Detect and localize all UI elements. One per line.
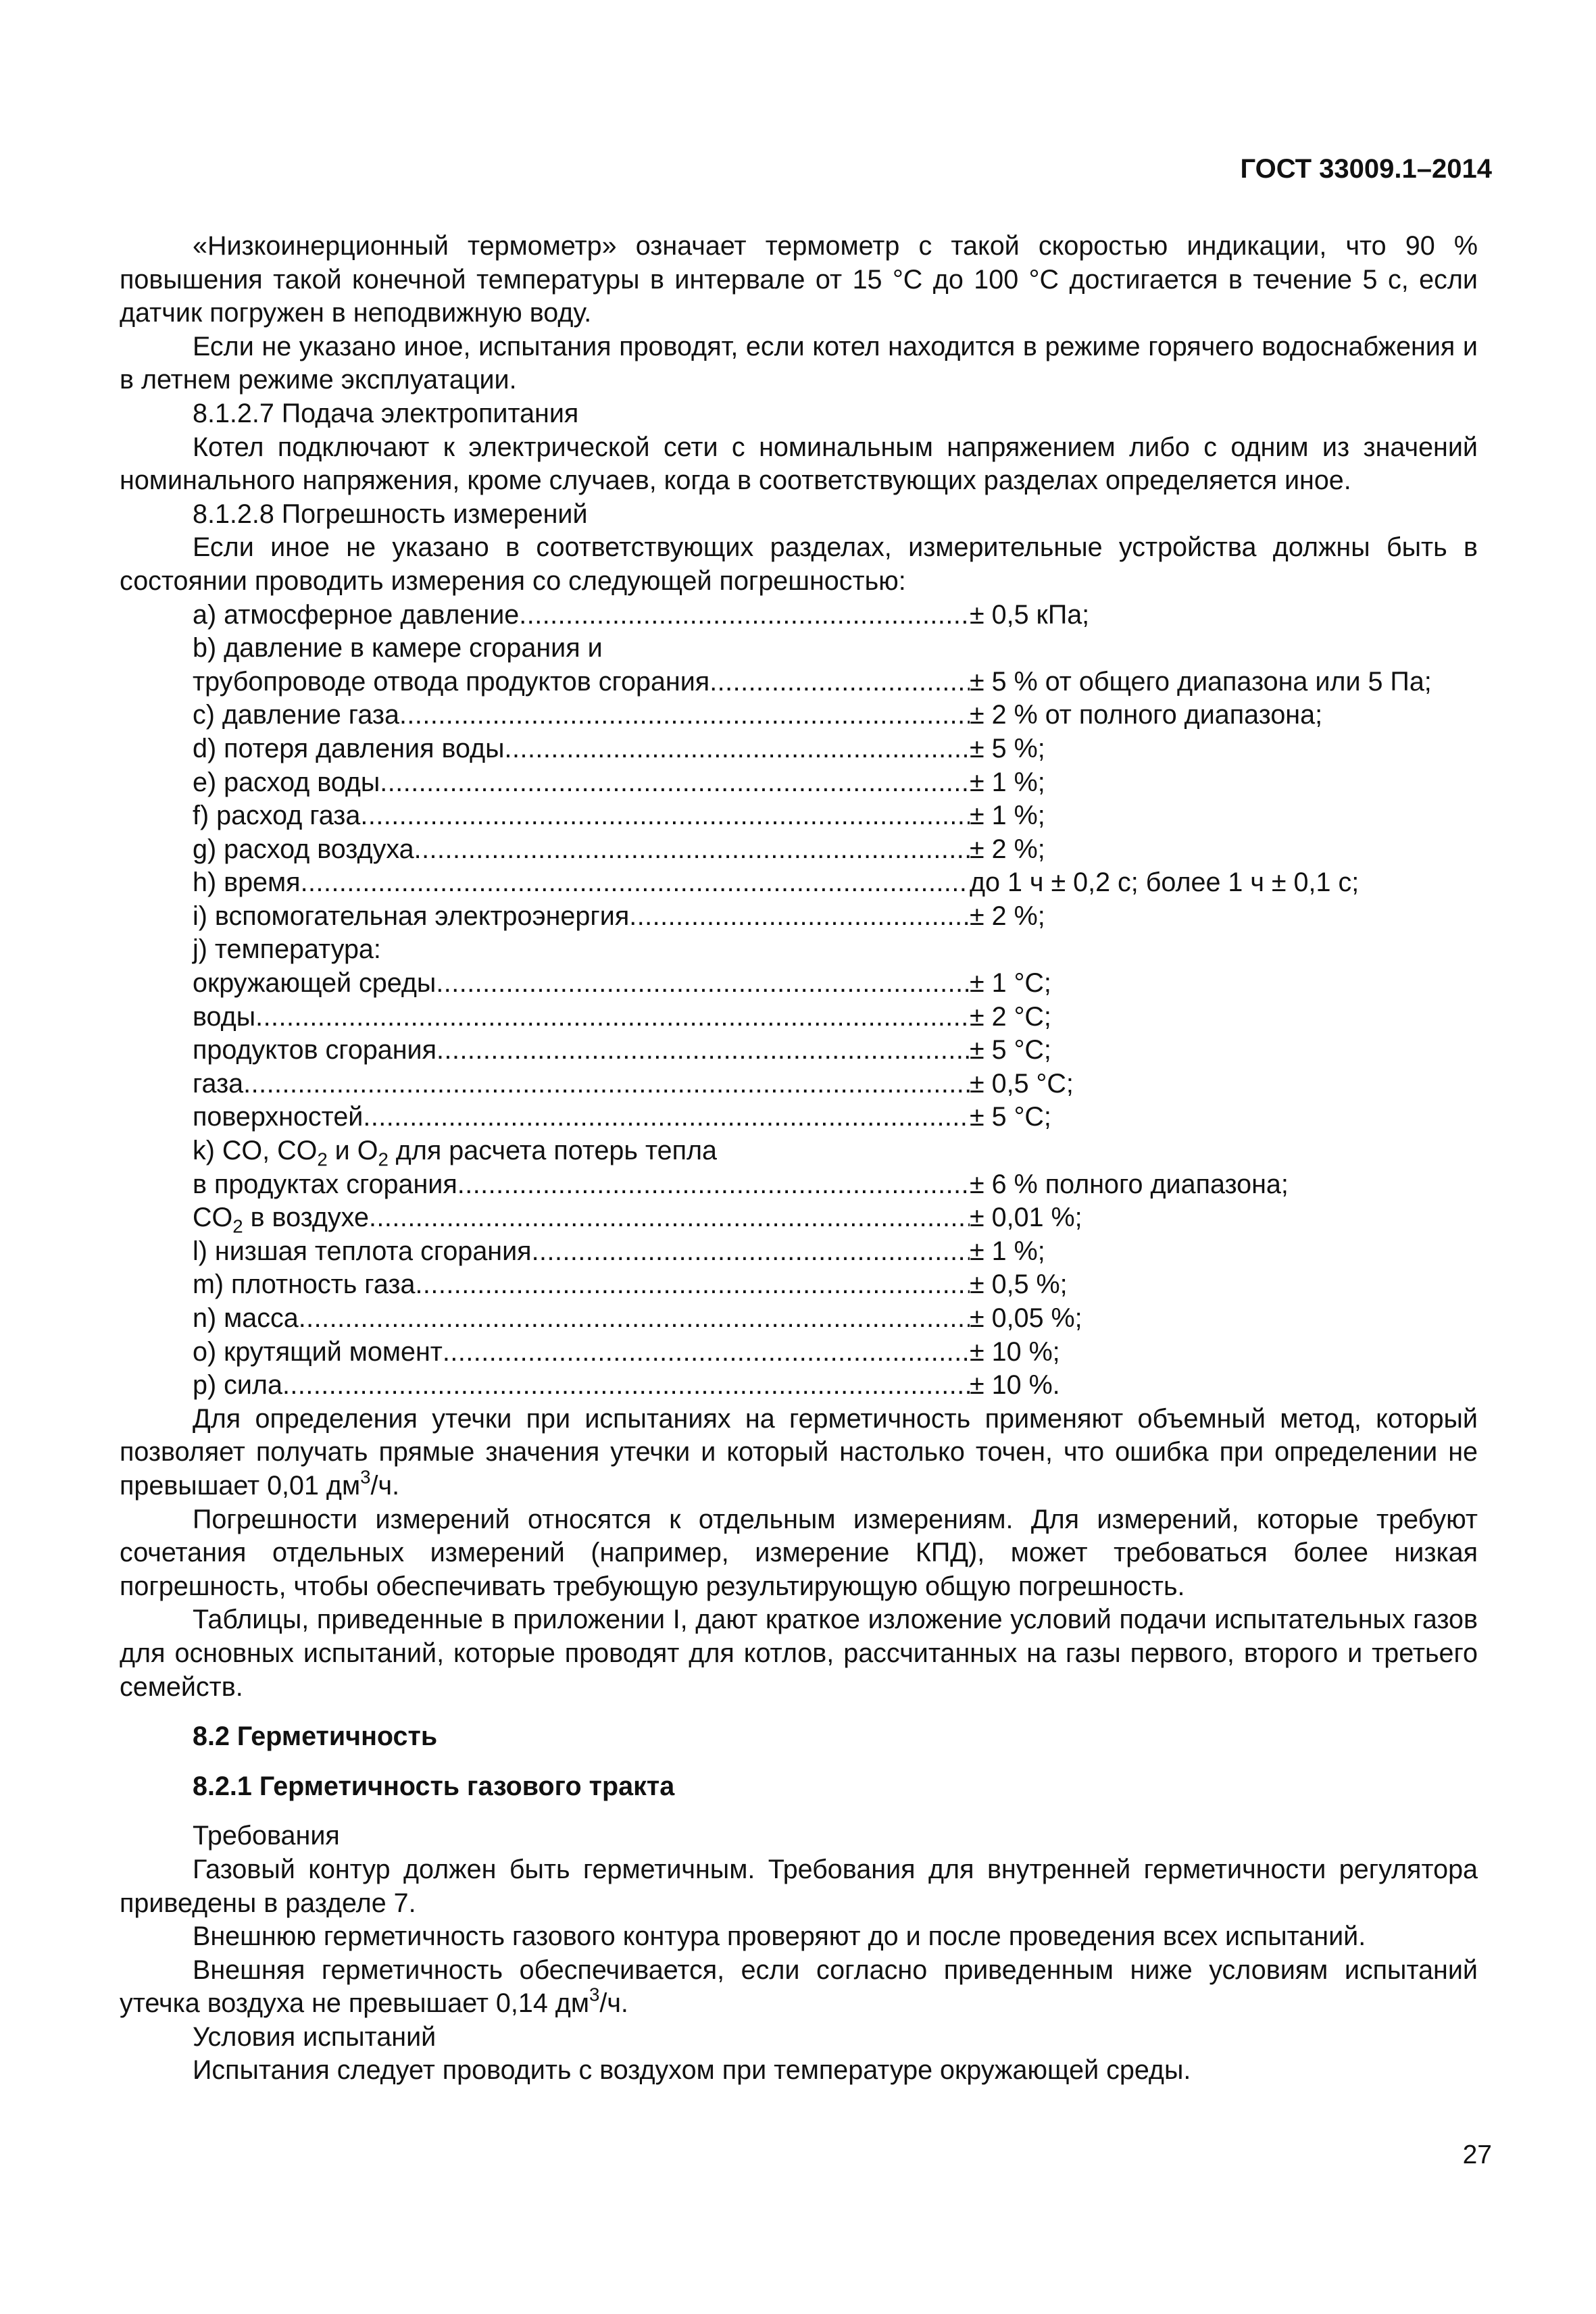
list-item [120, 1101, 1478, 1134]
paragraph-accuracy: Если иное не указано в соответствующих разделах, измерительные устройства должны быть в состоянии проводить измерения со следующей погрешностью: [120, 532, 1478, 596]
list-item [120, 1369, 1478, 1403]
superscript: 3 [360, 1466, 371, 1488]
page-number: 27 [1462, 2140, 1492, 2169]
leader-dots [532, 1235, 970, 1269]
list-item [120, 699, 1478, 732]
item-value: ± 0,05 %; [970, 1303, 1082, 1333]
list-item [120, 833, 1478, 867]
leader-dots [415, 1268, 970, 1302]
leader-dots [399, 699, 970, 732]
leader-dots [457, 1168, 970, 1202]
document-body [120, 230, 1478, 2088]
paragraph-power: Котел подключают к электрической сети с номинальным напряжением либо с одним из значений номинального напряжения, кроме случаев, когда в соответствующих разделах определяется иное. [120, 432, 1478, 496]
item-label: g) расход воздуха [193, 834, 414, 864]
item-label: с) давление газа [193, 700, 399, 730]
item-value: ± 0,01 %; [970, 1203, 1082, 1233]
paragraph-text: Внешняя герметичность обеспечивается, если согласно приведенным ниже условиям испытаний утечка воздуха не превышает 0,14 дм [120, 1955, 1478, 2019]
item-value: ± 0,5 кПа; [970, 599, 1090, 630]
item-value: ± 0,5 %; [970, 1269, 1068, 1300]
item-value: ± 5 °С; [970, 1102, 1051, 1132]
list-item [120, 665, 1478, 699]
subheading-requirements: Требования [193, 1821, 340, 1851]
item-label: d) потеря давления воды [193, 733, 505, 763]
superscript: 3 [589, 1984, 600, 2005]
paragraph-tables: Таблицы, приведенные в приложении I, дают краткое изложение условий подачи испытательных газов для основных испытаний, которые проводят для котлов, рассчитанных на газы первого, второго и третьего семейств. [120, 1605, 1478, 1702]
leader-dots [414, 833, 970, 867]
item-label: в продуктах сгорания [193, 1169, 457, 1199]
spacer [120, 1754, 1478, 1770]
leader-dots [629, 900, 970, 934]
list-item [120, 967, 1478, 1001]
item-label: а) атмосферное давление [193, 599, 520, 630]
subheading-conditions: Условия испытаний [193, 2021, 437, 2052]
leader-dots [301, 866, 970, 900]
paragraph-external-check: Внешнюю герметичность газового контура проверяют до и после проведения всех испытаний. [193, 1921, 1366, 1952]
item-value: ± 5 %; [970, 733, 1045, 763]
item-text: k) CO, CO [193, 1136, 318, 1166]
item-label: продуктов сгорания [193, 1035, 437, 1065]
item-label: е) расход воды [193, 767, 380, 797]
item-label: n) масса [193, 1303, 299, 1333]
subscript: 2 [232, 1215, 243, 1237]
item-value: ± 10 %. [970, 1370, 1060, 1401]
paragraph-text: Для определения утечки при испытаниях на герметичность применяют объемный метод, который позволяет получать прямые значения утечки и который настолько точен, что ошибка при определении не превышает 0,01 дм [120, 1403, 1478, 1501]
list-item: b) давление в камере сгорания и [193, 633, 603, 663]
paragraph-mode: Если не указано иное, испытания проводят, если котел находится в режиме горячего водоснабжения и в летнем режиме эксплуатации. [120, 331, 1478, 395]
item-label: f) расход газа [193, 801, 361, 831]
item-label: m) плотность газа [193, 1269, 416, 1300]
heading-821: 8.2.1 Герметичность газового тракта [193, 1771, 675, 1801]
leader-dots [380, 766, 970, 800]
item-text: в воздухе [243, 1203, 369, 1233]
paragraph-thermometer: «Низкоинерционный термометр» означает термометр с такой скоростью индикации, что 90 % повышения такой конечной температуры в интервале от 15 °С до 100 °С достигается в течение 5 с, если датчик погружен в неподвижную воду. [120, 231, 1478, 328]
leader-dots [363, 1101, 970, 1134]
item-value: ± 5 °С; [970, 1035, 1051, 1065]
leader-dots [709, 665, 970, 699]
list-item [120, 1168, 1478, 1202]
paragraph-test-air: Испытания следует проводить с воздухом при температуре окружающей среды. [193, 2055, 1191, 2086]
document-header-id: ГОСТ 33009.1–2014 [1240, 154, 1492, 184]
leader-dots [369, 1201, 970, 1235]
subscript: 2 [378, 1149, 389, 1170]
item-value: ± 1 %; [970, 801, 1045, 831]
heading-8128: 8.1.2.8 Погрешность измерений [193, 499, 588, 529]
item-value: ± 2 % от полного диапазона; [970, 700, 1323, 730]
item-value: ± 10 %; [970, 1336, 1060, 1367]
item-label: i) вспомогательная электроэнергия [193, 901, 630, 931]
paragraph-leak-method [120, 1403, 1478, 1503]
list-item [120, 1235, 1478, 1269]
item-label: газа [193, 1068, 244, 1099]
list-item [120, 1067, 1478, 1101]
leader-dots [243, 1067, 970, 1101]
item-value: ± 6 % полного диапазона; [970, 1169, 1289, 1199]
list-item [120, 599, 1478, 632]
item-label: р) сила [193, 1370, 282, 1401]
item-value: ± 2 %; [970, 901, 1045, 931]
list-item [120, 900, 1478, 934]
list-item [120, 1201, 1478, 1235]
item-value: до 1 ч ± 0,2 с; более 1 ч ± 0,1 с; [970, 867, 1360, 898]
item-label [193, 1201, 369, 1235]
list-item [120, 1268, 1478, 1302]
leader-dots [519, 599, 970, 632]
list-item [120, 1336, 1478, 1369]
item-label: l) низшая теплота сгорания [193, 1236, 532, 1266]
leader-dots [282, 1369, 970, 1403]
heading-8127: 8.1.2.7 Подача электропитания [193, 398, 579, 428]
leader-dots [443, 1336, 970, 1369]
item-label: трубопроводе отвода продуктов сгорания [193, 666, 710, 697]
item-value: ± 2 %; [970, 834, 1045, 864]
leader-dots [437, 1034, 970, 1067]
item-label: о) крутящий момент [193, 1336, 443, 1367]
list-item [120, 1302, 1478, 1336]
leader-dots [436, 967, 970, 1001]
item-value: ± 1 %; [970, 767, 1045, 797]
heading-82: 8.2 Герметичность [193, 1721, 438, 1752]
leader-dots [255, 1001, 970, 1034]
item-value: ± 1 %; [970, 1236, 1045, 1266]
list-item [120, 1134, 1478, 1168]
list-item [120, 766, 1478, 800]
item-value: ± 0,5 °С; [970, 1068, 1074, 1099]
paragraph-errors: Погрешности измерений относятся к отдельным измерениям. Для измерений, которые требуют сочетания отдельных измерений (например, измерение КПД), может требоваться более низкая погрешность, чтобы обеспечивать требующую результирующую общую погрешность. [120, 1504, 1478, 1601]
leader-dots [299, 1302, 970, 1336]
paragraph-text: /ч. [370, 1470, 400, 1501]
item-value: ± 2 °С; [970, 1001, 1051, 1032]
list-item [120, 1034, 1478, 1067]
spacer [120, 1803, 1478, 1819]
list-item: j) температура: [193, 934, 381, 965]
leader-dots [360, 799, 970, 833]
item-text: для расчета потерь тепла [388, 1136, 717, 1166]
paragraph-text: /ч. [599, 1988, 628, 2019]
spacer [120, 1704, 1478, 1720]
item-label: воды [193, 1001, 256, 1032]
item-text: и O [327, 1136, 378, 1166]
list-item [120, 732, 1478, 766]
item-label: окружающей среды [193, 968, 437, 999]
item-text: CO [193, 1203, 233, 1233]
paragraph-external-tightness [120, 1954, 1478, 2021]
list-item [120, 866, 1478, 900]
list-item [120, 799, 1478, 833]
item-label: h) время [193, 867, 301, 898]
leader-dots [505, 732, 970, 766]
item-value: ± 1 °С; [970, 968, 1051, 999]
list-item [120, 1001, 1478, 1034]
item-value: ± 5 % от общего диапазона или 5 Па; [970, 666, 1432, 697]
paragraph-gas-circuit: Газовый контур должен быть герметичным. Требования для внутренней герметичности регулятора приведены в разделе 7. [120, 1854, 1478, 1918]
item-label: поверхностей [193, 1102, 364, 1132]
subscript: 2 [317, 1149, 328, 1170]
